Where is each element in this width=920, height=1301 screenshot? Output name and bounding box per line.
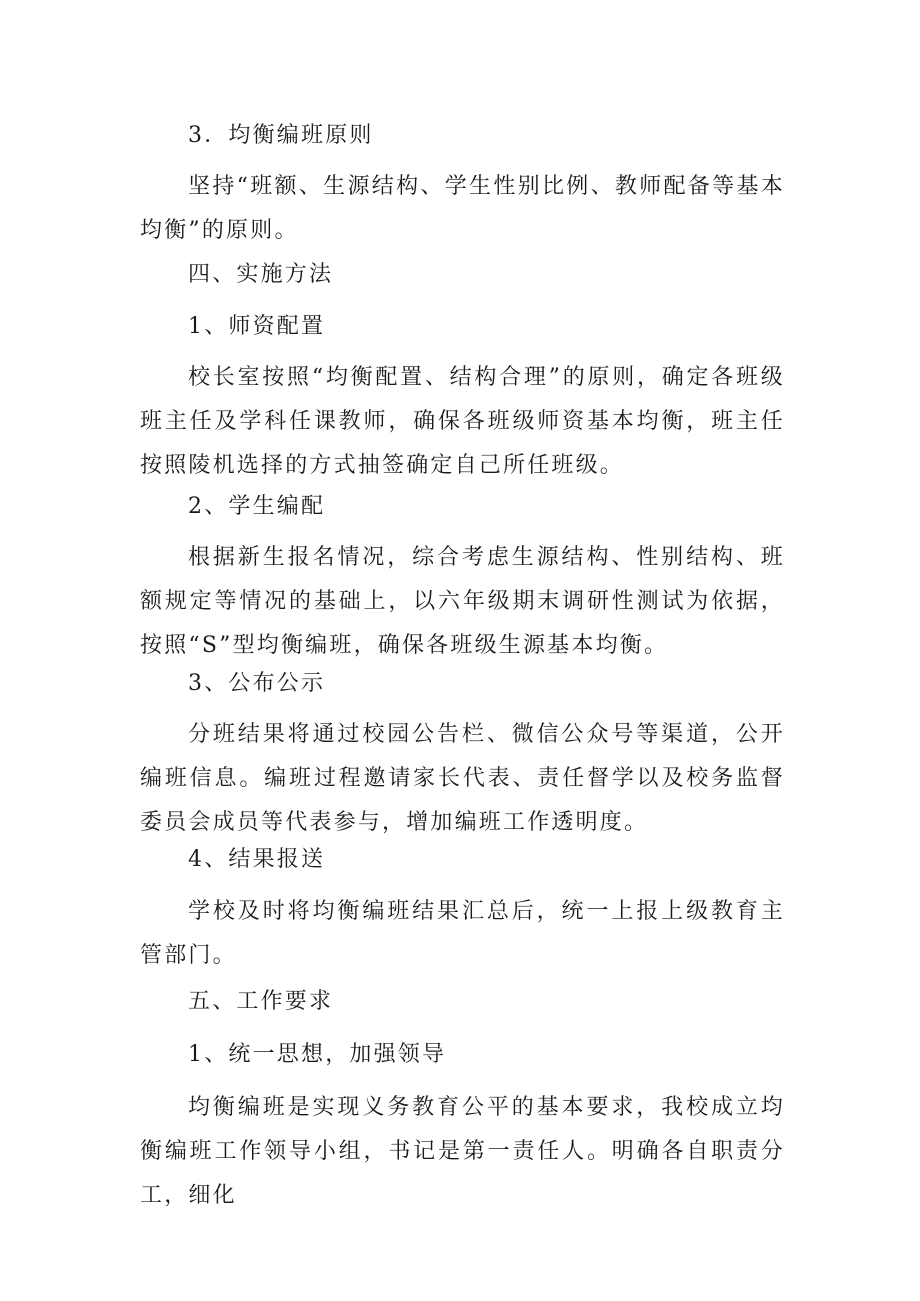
paragraph-student-allocation: 根据新生报名情况，综合考虑生源结构、性别结构、班额规定等情况的基础上，以六年级期末调研性测试为依据，按照“S”型均衡编班，确保各班级生源基本均衡。 (140, 545, 785, 658)
heading-result-report: 4、结果报送 (188, 847, 326, 872)
paragraph-teacher-allocation: 校长室按照“均衡配置、结构合理”的原则，确定各班级班主任及学科任课教师，确保各班级师资基本均衡，班主任按照陵机选择的方式抽签确定自己所任班级。 (140, 365, 785, 478)
paragraph-unify-thinking: 均衡编班是实现义务教育公平的基本要求，我校成立均衡编班工作领导小组，书记是第一责任人。明确各自职责分工，细化 (140, 1095, 785, 1208)
heading-unify-thinking: 1、统一思想，加强领导 (188, 1042, 447, 1067)
heading-section-four: 四、实施方法 (188, 262, 334, 287)
paragraph-public-notice: 分班结果将通过校园公告栏、微信公众号等渠道，公开编班信息。编班过程邀请家长代表、责任督学以及校务监督委员会成员等代表参与，增加编班工作透明度。 (140, 722, 785, 835)
heading-teacher-allocation: 1、师资配置 (188, 314, 326, 339)
heading-balanced-principle: 3．均衡编班原则 (188, 123, 374, 148)
heading-section-five: 五、工作要求 (188, 989, 334, 1014)
paragraph-balanced-principle: 坚持“班额、生源结构、学生性别比例、教师配备等基本均衡”的原则。 (140, 174, 785, 243)
heading-public-notice: 3、公布公示 (188, 671, 326, 696)
paragraph-result-report: 学校及时将均衡编班结果汇总后，统一上报上级教育主管部门。 (140, 899, 785, 968)
heading-student-allocation: 2、学生编配 (188, 494, 326, 519)
